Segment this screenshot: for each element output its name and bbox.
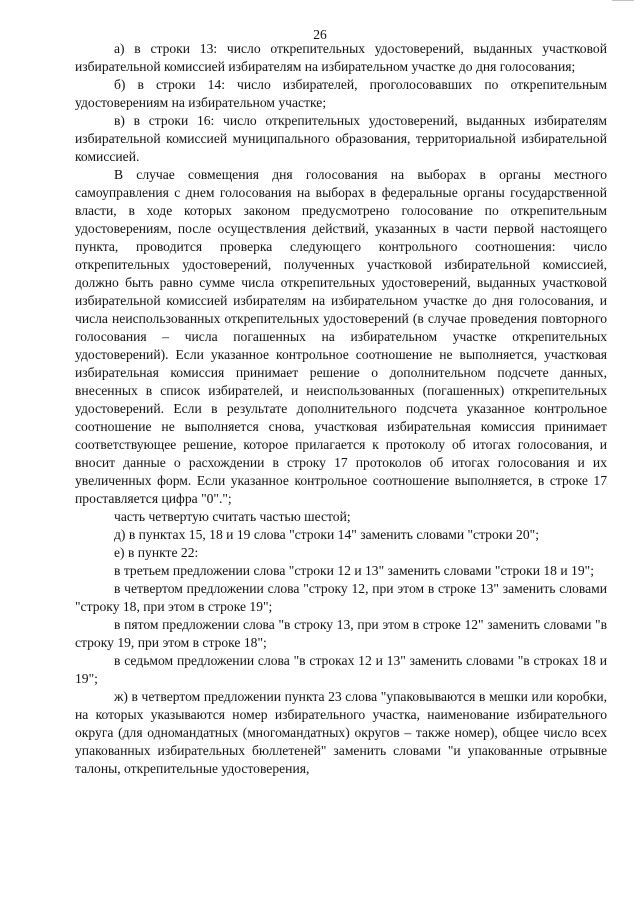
paragraph-d: д) в пунктах 15, 18 и 19 слова "строки 14" заменить словами "строки 20"; (114, 527, 539, 542)
paragraph-e-seventh: в седьмом предложении слова "в строках 12 и 13" заменить словами "в строках 18 и 19"; (75, 653, 607, 686)
paragraph-v: в) в строки 16: число открепительных удостоверений, выданных избирателям избирательной комиссией муниципального образования, территориальной избирательной комиссией. (75, 113, 607, 164)
paragraph-zh: ж) в четвертом предложении пункта 23 слова "упаковываются в мешки или коробки, на которых указываются номер избирательного участка, наименование избирательного округа (для одномандатных (многомандатных) округов – также номер), общее число всех упакованных избирательных бюллетеней" заменить словами "и упакованные отрывные талоны, открепительные удостоверения, (75, 689, 607, 776)
paragraph-e-fifth: в пятом предложении слова "в строку 13, при этом в строке 12" заменить словами "в строку 19, при этом в строке 18"; (75, 617, 607, 650)
paragraph-b: б) в строки 14: число избирателей, проголосовавших по открепительным удостоверениям на избирательном участке; (75, 77, 607, 110)
scan-edge-mark (612, 0, 634, 4)
paragraph-e: е) в пункте 22: (114, 545, 199, 560)
paragraph-e-fourth: в четвертом предложении слова "строку 12, при этом в строке 13" заменить словами "строку 18, при этом в строке 19"; (75, 581, 607, 614)
paragraph-part-four: часть четвертую считать частью шестой; (114, 509, 351, 524)
page-number: 26 (313, 27, 327, 42)
paragraph-a: а) в строки 13: число открепительных удостоверений, выданных участковой избирательной комиссией избирателям на избирательном участке до дня голосования; (75, 41, 607, 74)
paragraph-combined-elections: В случае совмещения дня голосования на выборах в органы местного самоуправления с днем голосования на выборах в федеральные органы государственной власти, в ходе которых законом предусмотрено голосование по открепительным удостоверениям, после осуществления действий, указанных в части первой настоящего пункта, проводится проверка следующего контрольного соотношения: число открепительных удостоверений, полученных участковой избирательной комиссией, должно быть равно сумме числа открепительных удостоверений, выданных участковой избирательной комиссией избирателям на избирательном участке до дня голосования, и числа неиспользованных открепительных удостоверений (в случае проведения повторного голосования – числа погашенных на избирательном участке открепительных удостоверений). Если указанное контрольное соотношение не выполняется, участковая избирательная комиссия принимает решение о дополнительном подсчете данных, внесенных в список избирателей, и неиспользованных (погашенных) открепительных удостоверений. Если в результате дополнительного подсчета указанное контрольное соотношение не выполняется снова, участковая избирательная комиссия принимает соответствующее решение, которое прилагается к протоколу об итогах голосования, и вносит данные о расхождении в строку 17 протоколов об итогах голосования и их увеличенных форм. Если указанное контрольное соотношение выполняется, в строке 17 проставляется цифра "0"."; (75, 167, 607, 506)
document-body (75, 40, 607, 778)
paragraph-e-third: в третьем предложении слова "строки 12 и 13" заменить словами "строки 18 и 19"; (114, 563, 594, 578)
